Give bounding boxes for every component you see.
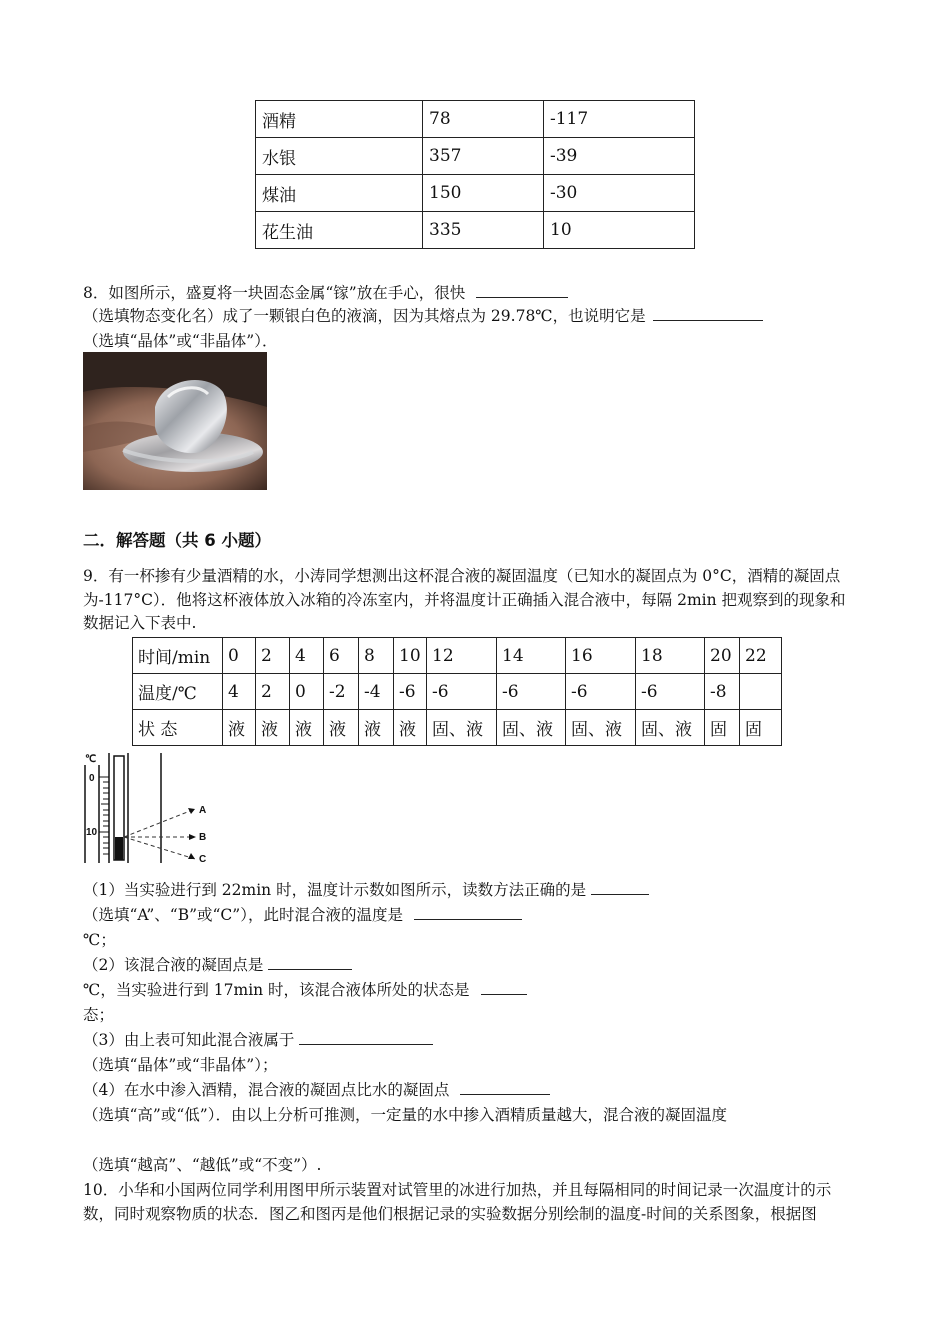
q9-intro-line2: 为-117°C）．他将这杯液体放入冰箱的冷冻室内，并将温度计正确插入混合液中，每隔 2min 把观察到的现象和 [83, 591, 846, 609]
table-cell: -39 [544, 138, 695, 175]
sight-label-b: B [199, 832, 207, 843]
table-cell: 煤油 [256, 175, 423, 212]
table-cell: 液 [359, 710, 394, 746]
sight-label-c: C [199, 854, 207, 865]
table-row [256, 101, 695, 138]
table-cell: 6 [324, 638, 359, 674]
table-cell: 357 [423, 138, 544, 175]
table-cell: 水银 [256, 138, 423, 175]
table-cell: -8 [705, 674, 740, 710]
q9-part4-line2: （选填“高”或“低”）．由以上分析可推测，一定量的水中掺入酒精质量越大，混合液的凝固温度 [83, 1106, 727, 1124]
melting-boiling-table [255, 100, 695, 249]
table-cell: 温度/℃ [133, 674, 223, 710]
freezing-data-table [132, 637, 782, 746]
table-cell: 4 [290, 638, 324, 674]
table-row [256, 138, 695, 175]
table-cell: 12 [427, 638, 497, 674]
q9-intro-line1: 9．有一杯掺有少量酒精的水，小涛同学想测出这杯混合液的凝固温度（已知水的凝固点为 0°C，酒精的凝固点 [83, 567, 841, 585]
answer-blank[interactable] [476, 283, 568, 298]
table-row [256, 175, 695, 212]
answer-blank[interactable] [653, 306, 763, 321]
gallium-hand-photo [83, 352, 267, 490]
table-cell [740, 674, 782, 710]
table-cell: 花生油 [256, 212, 423, 249]
table-cell: 液 [256, 710, 290, 746]
table-cell: 18 [636, 638, 705, 674]
answer-blank[interactable] [481, 980, 527, 995]
q8-line3: （选填“晶体”或“非晶体”）． [83, 332, 278, 350]
table-cell: 8 [359, 638, 394, 674]
answer-blank[interactable] [460, 1080, 550, 1095]
q9-part1-line2: （选填“A”、“B”或“C”），此时混合液的温度是 [83, 905, 522, 925]
table-cell: 固、液 [497, 710, 566, 746]
table-cell: 335 [423, 212, 544, 249]
table-cell: -6 [427, 674, 497, 710]
table-cell: -4 [359, 674, 394, 710]
table-cell: 78 [423, 101, 544, 138]
table-row [256, 212, 695, 249]
answer-blank[interactable] [414, 905, 522, 920]
answer-blank[interactable] [591, 880, 649, 895]
table-cell: 14 [497, 638, 566, 674]
table-cell: -117 [544, 101, 695, 138]
table-row [133, 638, 782, 674]
q9-intro-line3: 数据记入下表中. [83, 614, 197, 632]
q9-part3-line1: （3）由上表可知此混合液属于 [83, 1030, 433, 1050]
table-cell: 22 [740, 638, 782, 674]
table-cell: 16 [566, 638, 636, 674]
table-cell: 状 态 [133, 710, 223, 746]
section-heading: 二．解答题（共 6 小题） [83, 531, 271, 550]
table-cell: 固 [705, 710, 740, 746]
answer-blank[interactable] [299, 1030, 433, 1045]
answer-blank[interactable] [268, 955, 352, 970]
table-cell: 固、液 [427, 710, 497, 746]
table-cell: 时间/min [133, 638, 223, 674]
table-cell: 液 [290, 710, 324, 746]
table-cell: 酒精 [256, 101, 423, 138]
unit-label: ℃ [85, 754, 97, 765]
tick-label-10: 10 [86, 827, 98, 838]
table-cell: -2 [324, 674, 359, 710]
thermometer-figure [83, 751, 218, 867]
table-cell: 150 [423, 175, 544, 212]
q9-part3-line2: （选填“晶体”或“非晶体”）； [83, 1056, 278, 1074]
q10-line1: 10．小华和小国两位同学利用图甲所示装置对试管里的冰进行加热，并且每隔相同的时间记录一次温度计的示 [83, 1181, 832, 1199]
table-cell: 2 [256, 638, 290, 674]
q9-part4-line1: （4）在水中渗入酒精，混合液的凝固点比水的凝固点 [83, 1080, 550, 1100]
table-cell: -6 [394, 674, 427, 710]
q9-part1-line3: ℃； [83, 931, 116, 949]
q9-part2-line1: （2）该混合液的凝固点是 [83, 955, 352, 975]
q9-part1-line1: （1）当实验进行到 22min 时，温度计示数如图所示，读数方法正确的是 [83, 880, 649, 900]
table-cell: -6 [497, 674, 566, 710]
table-cell: 固、液 [636, 710, 705, 746]
tick-label-0: 0 [89, 773, 95, 784]
table-cell: -6 [566, 674, 636, 710]
q10-line2: 数，同时观察物质的状态．图乙和图丙是他们根据记录的实验数据分别绘制的温度-时间的关系图象，根据图 [83, 1205, 817, 1223]
table-cell: 20 [705, 638, 740, 674]
table-cell: 液 [324, 710, 359, 746]
q8-line2: （选填物态变化名）成了一颗银白色的液滴，因为其熔点为 29.78℃，也说明它是 [83, 306, 763, 326]
table-cell: 液 [394, 710, 427, 746]
sight-label-a: A [199, 805, 207, 816]
q8-line1: 8．如图所示，盛夏将一块固态金属“镓”放在手心，很快 [83, 283, 568, 303]
table-cell: -6 [636, 674, 705, 710]
table-cell: 液 [223, 710, 256, 746]
q9-part2-line3: 态； [83, 1006, 115, 1024]
q9-part2-line2: ℃，当实验进行到 17min 时，该混合液体所处的状态是 [83, 980, 527, 1000]
table-cell: -30 [544, 175, 695, 212]
table-row [133, 674, 782, 710]
table-row [133, 710, 782, 746]
table-cell: 固 [740, 710, 782, 746]
table-cell: 0 [223, 638, 256, 674]
table-cell: 4 [223, 674, 256, 710]
q9-part4-line3: （选填“越高”、“越低”或“不变”）. [83, 1156, 322, 1174]
table-cell: 10 [394, 638, 427, 674]
table-cell: 10 [544, 212, 695, 249]
table-cell: 固、液 [566, 710, 636, 746]
table-cell: 0 [290, 674, 324, 710]
table-cell: 2 [256, 674, 290, 710]
